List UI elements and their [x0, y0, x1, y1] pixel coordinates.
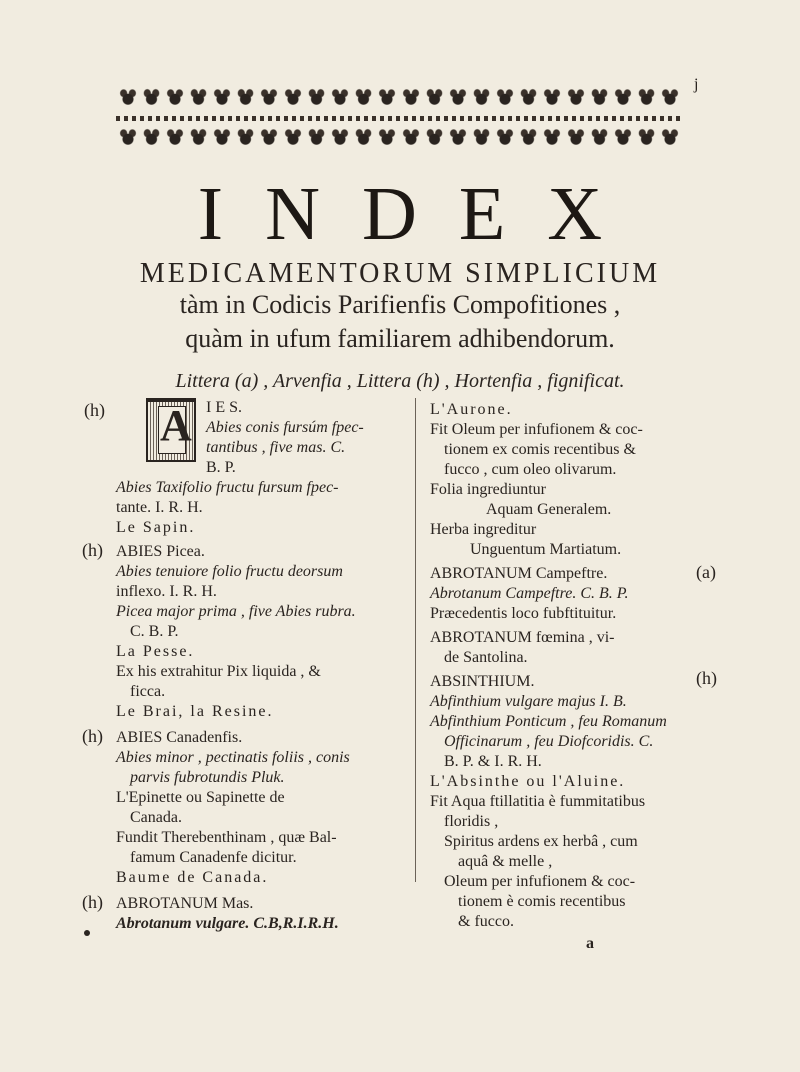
entry-text: L'Epinette ou Sapinette de [116, 789, 285, 806]
margin-mark: (h) [82, 892, 103, 912]
entry-text: Abies conis fursúm fpec- [206, 419, 364, 436]
entry-text: fucco , cum oleo olivarum. [444, 461, 617, 478]
entry-text: Ex his extrahitur Pix liquida , & [116, 663, 321, 680]
entry-text: Fundit Therebenthinam , quæ Bal- [116, 829, 337, 846]
entry-text: Spiritus ardens ex herbâ , cum [444, 833, 638, 850]
entry-text: C. B. P. [130, 623, 179, 640]
entry-text: Præcedentis loco fubftituitur. [430, 605, 617, 622]
entry-text: Oleum per infufionem & coc- [444, 873, 636, 890]
column-rule [415, 398, 416, 882]
entry-text: ficca. [130, 683, 166, 700]
entry-text: Abies tenuiore folio fructu deorsum [116, 563, 343, 580]
entry-text: floridis , [444, 813, 499, 830]
entry-text: Abrotanum vulgare. C.B,R.I.R.H. [116, 915, 339, 932]
margin-mark: (a) [696, 562, 716, 582]
index-title: INDEX [197, 172, 645, 256]
margin-mark: (h) [82, 726, 103, 746]
entry-text: ABSINTHIUM. [430, 673, 535, 690]
entry-text: tantibus , five mas. C. [206, 439, 346, 456]
entry-text: de Santolina. [444, 649, 528, 666]
entry-text: Abrotanum Campeftre. C. B. P. [430, 585, 629, 602]
entry-text: Canada. [130, 809, 182, 826]
initial-letter-woodcut [146, 398, 196, 462]
subtitle-line-2: tàm in Codicis Parifienfis Compofitiones , [179, 290, 621, 319]
subtitle-line-3: quàm in ufum familiarem adhibendorum. [185, 324, 615, 353]
entry-text: L'Aurone. [430, 401, 513, 418]
subtitle-line-1: MEDICAMENTORUM SIMPLICIUM [139, 258, 661, 289]
entry-text: Officinarum , feu Diofcoridis. C. [444, 733, 654, 750]
entry-text: Le Sapin. [116, 519, 196, 536]
entry-text: aquâ & melle , [458, 853, 553, 870]
entry-text: B. P. & I. R. H. [444, 753, 542, 770]
key-line: Littera (a) , Arvenfia , Littera (h) , Hortenfia , fignificat. [175, 370, 625, 392]
headpiece-ornament [116, 86, 682, 150]
entry-text: ABIES Canadenfis. [116, 729, 243, 746]
entry-text: Abfinthium vulgare majus I. B. [430, 693, 627, 710]
ink-dot [84, 930, 90, 936]
margin-mark: (h) [696, 668, 717, 688]
entry-text: La Pesse. [116, 643, 195, 660]
entry-text: Abfinthium Ponticum , feu Romanum [430, 713, 667, 730]
entry-text: L'Absinthe ou l'Aluine. [430, 773, 626, 790]
margin-mark: (h) [82, 540, 103, 560]
entry-text: ABROTANUM fœmina , vi- [430, 629, 615, 646]
catchword: a [586, 935, 594, 952]
entry-text: tante. I. R. H. [116, 499, 203, 516]
entry-text: Folia ingrediuntur [430, 481, 546, 498]
entry-text: B. P. [206, 459, 236, 476]
entry-text: Fit Oleum per infufionem & coc- [430, 421, 643, 438]
entry-text: I E S. [206, 399, 242, 416]
entry-text: Unguentum Martiatum. [470, 541, 622, 558]
entry-text: ABIES Picea. [116, 543, 205, 560]
margin-mark: (h) [84, 400, 105, 420]
entry-text: tionem ex comis recentibus & [444, 441, 636, 458]
entry-text: Baume de Canada. [116, 869, 269, 886]
page-mark: j [694, 76, 699, 93]
entry-text: ABROTANUM Mas. [116, 895, 254, 912]
entry-text: famum Canadenfe dicitur. [130, 849, 297, 866]
entry-text: Aquam Generalem. [486, 501, 612, 518]
entry-text: Fit Aqua ftillatitia è fummitatibus [430, 793, 646, 810]
entry-text: inflexo. I. R. H. [116, 583, 217, 600]
entry-text: Abies minor , pectinatis foliis , conis [116, 749, 350, 766]
entry-text: Le Brai, la Resine. [116, 703, 274, 720]
entry-text: tionem è comis recentibus [458, 893, 626, 910]
entry-text: Picea major prima , five Abies rubra. [116, 603, 356, 620]
entry-text: & fucco. [458, 913, 514, 930]
entry-text: parvis fubrotundis Pluk. [130, 769, 285, 786]
entry-text: ABROTANUM Campeftre. [430, 565, 608, 582]
entry-text: Herba ingreditur [430, 521, 537, 538]
entry-text: Abies Taxifolio fructu fursum fpec- [116, 479, 339, 496]
